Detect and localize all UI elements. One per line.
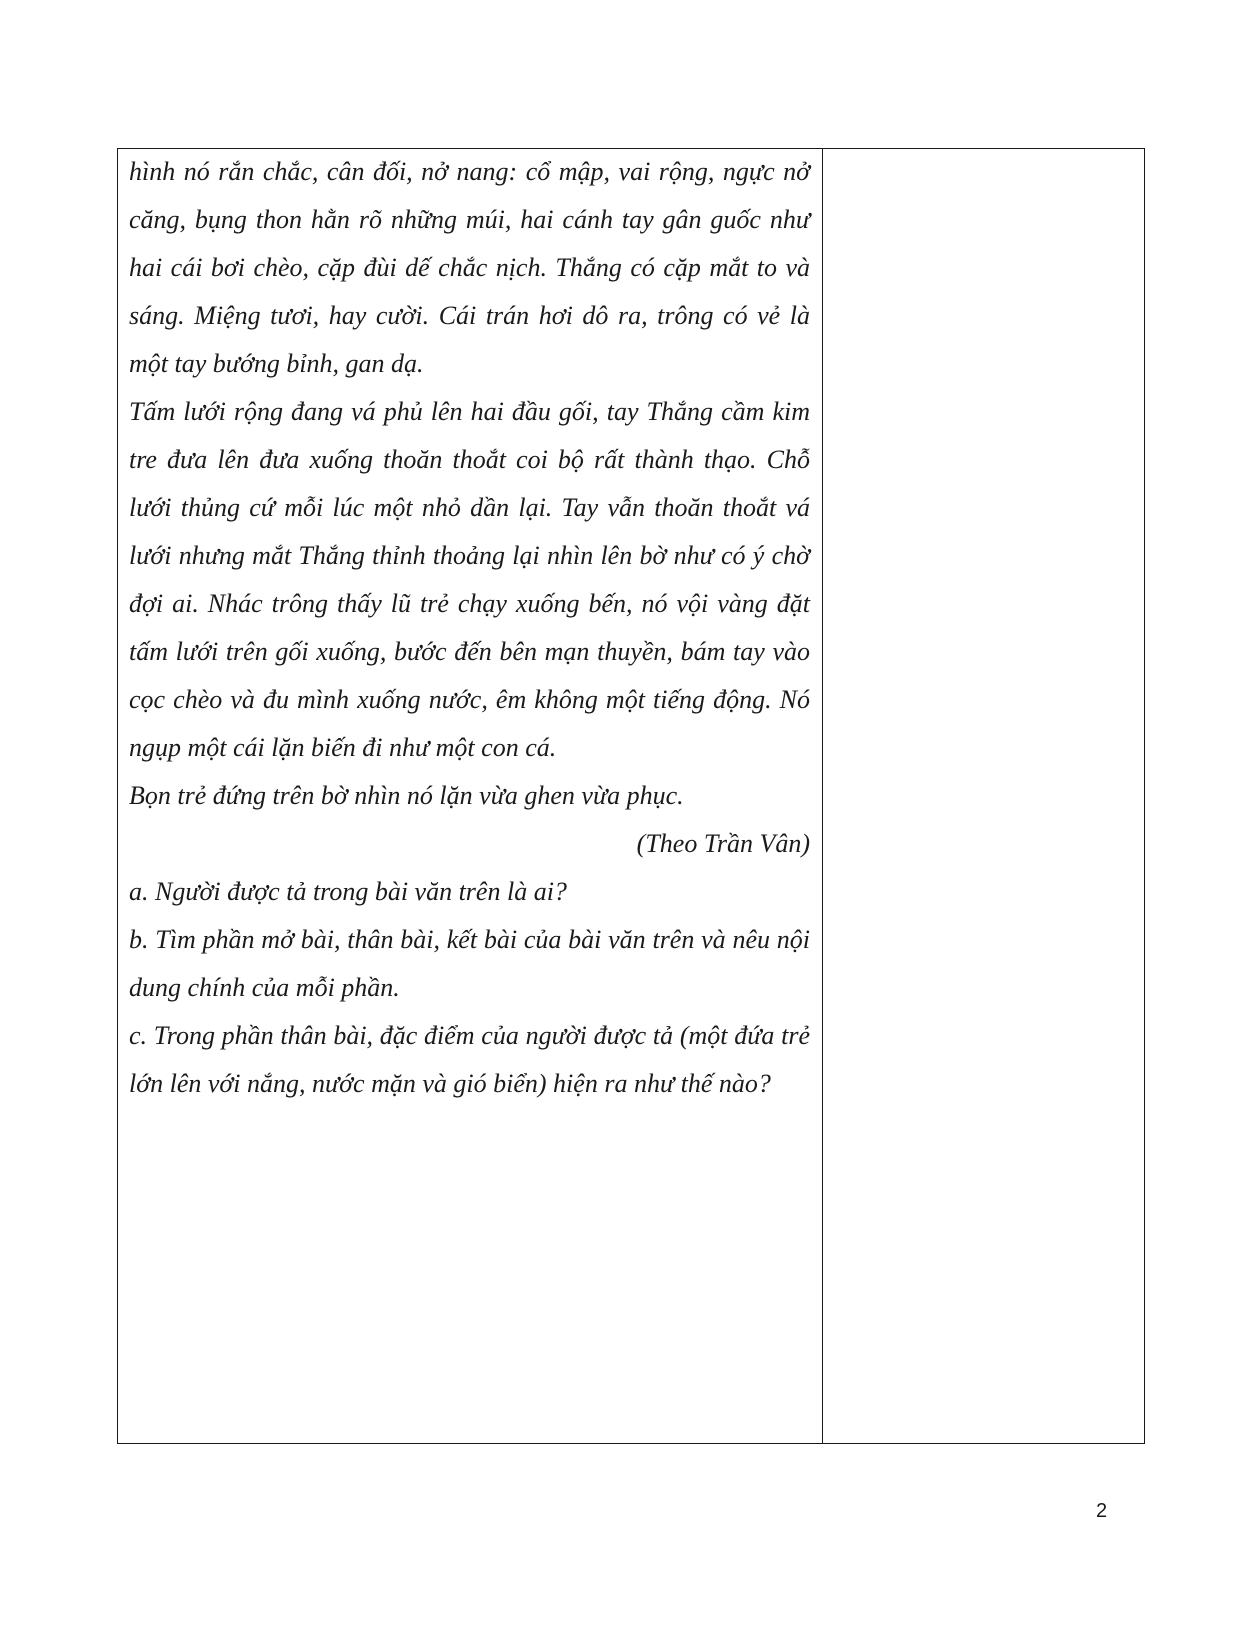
- question-c: c. Trong phần thân bài, đặc điểm của người được tả (một đứa trẻ lớn lên với nắng, nước mặn và gió biển) hiện ra như thế nào?: [129, 1021, 810, 1098]
- passage-paragraph-3: Bọn trẻ đứng trên bờ nhìn nó lặn vừa ghen vừa phục.: [129, 781, 684, 810]
- passage-citation: (Theo Trần Vân): [636, 829, 810, 858]
- lesson-table: [117, 148, 1145, 1444]
- page-number: 2: [1096, 1500, 1108, 1522]
- question-a: a. Người được tả trong bài văn trên là ai?: [129, 877, 567, 906]
- question-b: b. Tìm phần mở bài, thân bài, kết bài của bài văn trên và nêu nội dung chính của mỗi phần.: [129, 925, 810, 1002]
- content-column: [118, 149, 823, 1443]
- passage-paragraph-1: hình nó rắn chắc, cân đối, nở nang: cổ mập, vai rộng, ngực nở căng, bụng thon hằn rõ những múi, hai cánh tay gân guốc như hai cái bơi chèo, cặp đùi dế chắc nịch. Thắng có cặp mắt to và sáng. Miệng tươi, hay cười. Cái trán hơi dô ra, trông có vẻ là một tay bướng bỉnh, gan dạ.: [129, 157, 810, 378]
- passage-paragraph-2: Tấm lưới rộng đang vá phủ lên hai đầu gối, tay Thắng cầm kim tre đưa lên đưa xuống thoăn thoắt coi bộ rất thành thạo. Chỗ lưới thủng cứ mỗi lúc một nhỏ dần lại. Tay vẫn thoăn thoắt vá lưới nhưng mắt Thắng thỉnh thoảng lại nhìn lên bờ như có ý chờ đợi ai. Nhác trông thấy lũ trẻ chạy xuống bến, nó vội vàng đặt tấm lưới trên gối xuống, bước đến bên mạn thuyền, bám tay vào cọc chèo và đu mình xuống nước, êm không một tiếng động. Nó ngụp một cái lặn biến đi như một con cá.: [129, 397, 810, 762]
- notes-column: [823, 149, 1144, 1443]
